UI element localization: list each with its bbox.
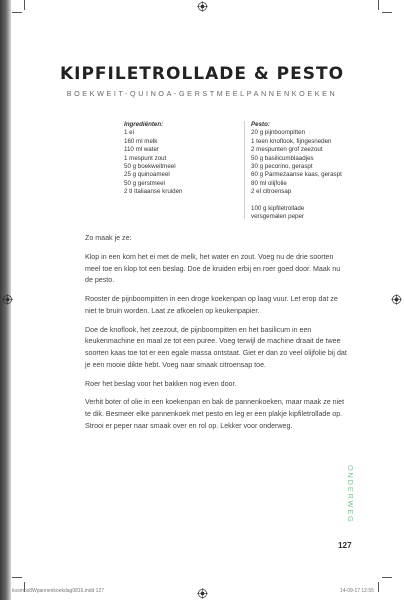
ingredient-item: 2 el citroensap — [251, 188, 292, 196]
pesto-ingredients-list — [244, 121, 364, 219]
method-section — [85, 233, 347, 440]
ingredients-heading: Ingrediënten: — [124, 121, 164, 128]
ingredient-item: 25 g quinoameel — [124, 171, 170, 179]
ingredient-item: 30 g pecorino, geraspt — [251, 163, 313, 171]
chapter-side-label: ONDERWEG — [346, 465, 355, 524]
ingredients-list — [124, 121, 224, 197]
method-step: Roer het beslag voor het bakken nog even door. — [85, 379, 237, 388]
crop-mark — [378, 582, 379, 592]
crop-mark — [382, 12, 392, 13]
ingredient-item: 20 g pijnboompitten — [251, 129, 306, 137]
registration-mark-icon — [197, 1, 208, 12]
crop-mark — [378, 0, 379, 10]
registration-mark-icon — [391, 294, 402, 305]
registration-mark-icon — [2, 294, 13, 305]
ingredient-item: 2 tl Italiaanse kruiden — [124, 188, 183, 196]
ingredient-item: 2 mespunten grof zeezout — [251, 146, 323, 154]
method-step: Verhit boter of olie in een koekenpan en bak de pannenkoeken, maar maak ze niet te dik. Besmeer elke pannenkoek met pesto en leg er een plakje kipfiletrollade op. Strooi er peper naar smaak over en rol op. Lekker voor onderweg. — [85, 398, 345, 430]
ingredient-item: 50 g basilicumblaadjes — [251, 154, 314, 162]
method-step: Doe de knoflook, het zeezout, de pijnboompitten en het basilicum in een keukenmachine en maal ze tot een puree. Voeg terwijl de machine draait de twee soorten kaas toe tot er een egale massa ontstaat. Giet er dan zo veel olijfolie bij dat je een mooie dikte hebt. Voeg naar smaak citroensap toe. — [85, 325, 347, 369]
crop-mark — [24, 0, 25, 10]
ingredient-item: 50 g gerstmeel — [124, 179, 165, 187]
ingredient-item: 160 ml melk — [124, 137, 158, 145]
registration-mark-icon — [197, 588, 208, 599]
crop-mark — [382, 577, 392, 578]
ingredient-item: 100 g kipfiletrollade — [251, 205, 305, 213]
ingredient-item: 1 ei — [124, 129, 134, 137]
method-step: Klop in een kom het ei met de melk, het water en zout. Voeg nu de drie soorten meel toe en klop tot een beslag. Doe de kruiden erbij en roer goed door. Maak nu de pesto. — [85, 252, 341, 285]
ingredient-item: 110 ml water — [124, 146, 159, 154]
ingredient-item: 60 g Parmezaanse kaas, geraspt — [251, 171, 342, 179]
ingredient-item: 1 mespunt zout — [124, 154, 167, 162]
pesto-heading: Pesto: — [251, 121, 270, 128]
ingredient-item: 50 g boekweitmeel — [124, 163, 176, 171]
recipe-title: KIPFILETROLLADE & PESTO — [59, 64, 345, 84]
print-slug-date: 14-09-17 12:55 — [340, 588, 374, 594]
crop-mark — [12, 12, 22, 13]
recipe-subtitle: BOEKWEIT-QUINOA-GERSTMEELPANNENKOEKEN — [66, 89, 338, 98]
ingredient-item: versgemalen peper — [251, 213, 304, 221]
crop-mark — [12, 577, 22, 578]
method-intro: Zo maak je ze: — [85, 234, 132, 242]
method-step: Rooster de pijnboompitten in een droge koekenpan op laag vuur. Let erop dat ze niet te bruin worden. Laat ze afkoelen op keukenpapier. — [85, 295, 338, 315]
ingredient-item: 80 ml olijfolie — [251, 179, 287, 187]
page-number: 127 — [338, 541, 352, 550]
ingredient-item: 1 teen knoflook, fijngesneden — [251, 137, 332, 145]
print-slug-filename: kosmos8Wpannenkoekdag0816.indd 127 — [12, 588, 105, 594]
